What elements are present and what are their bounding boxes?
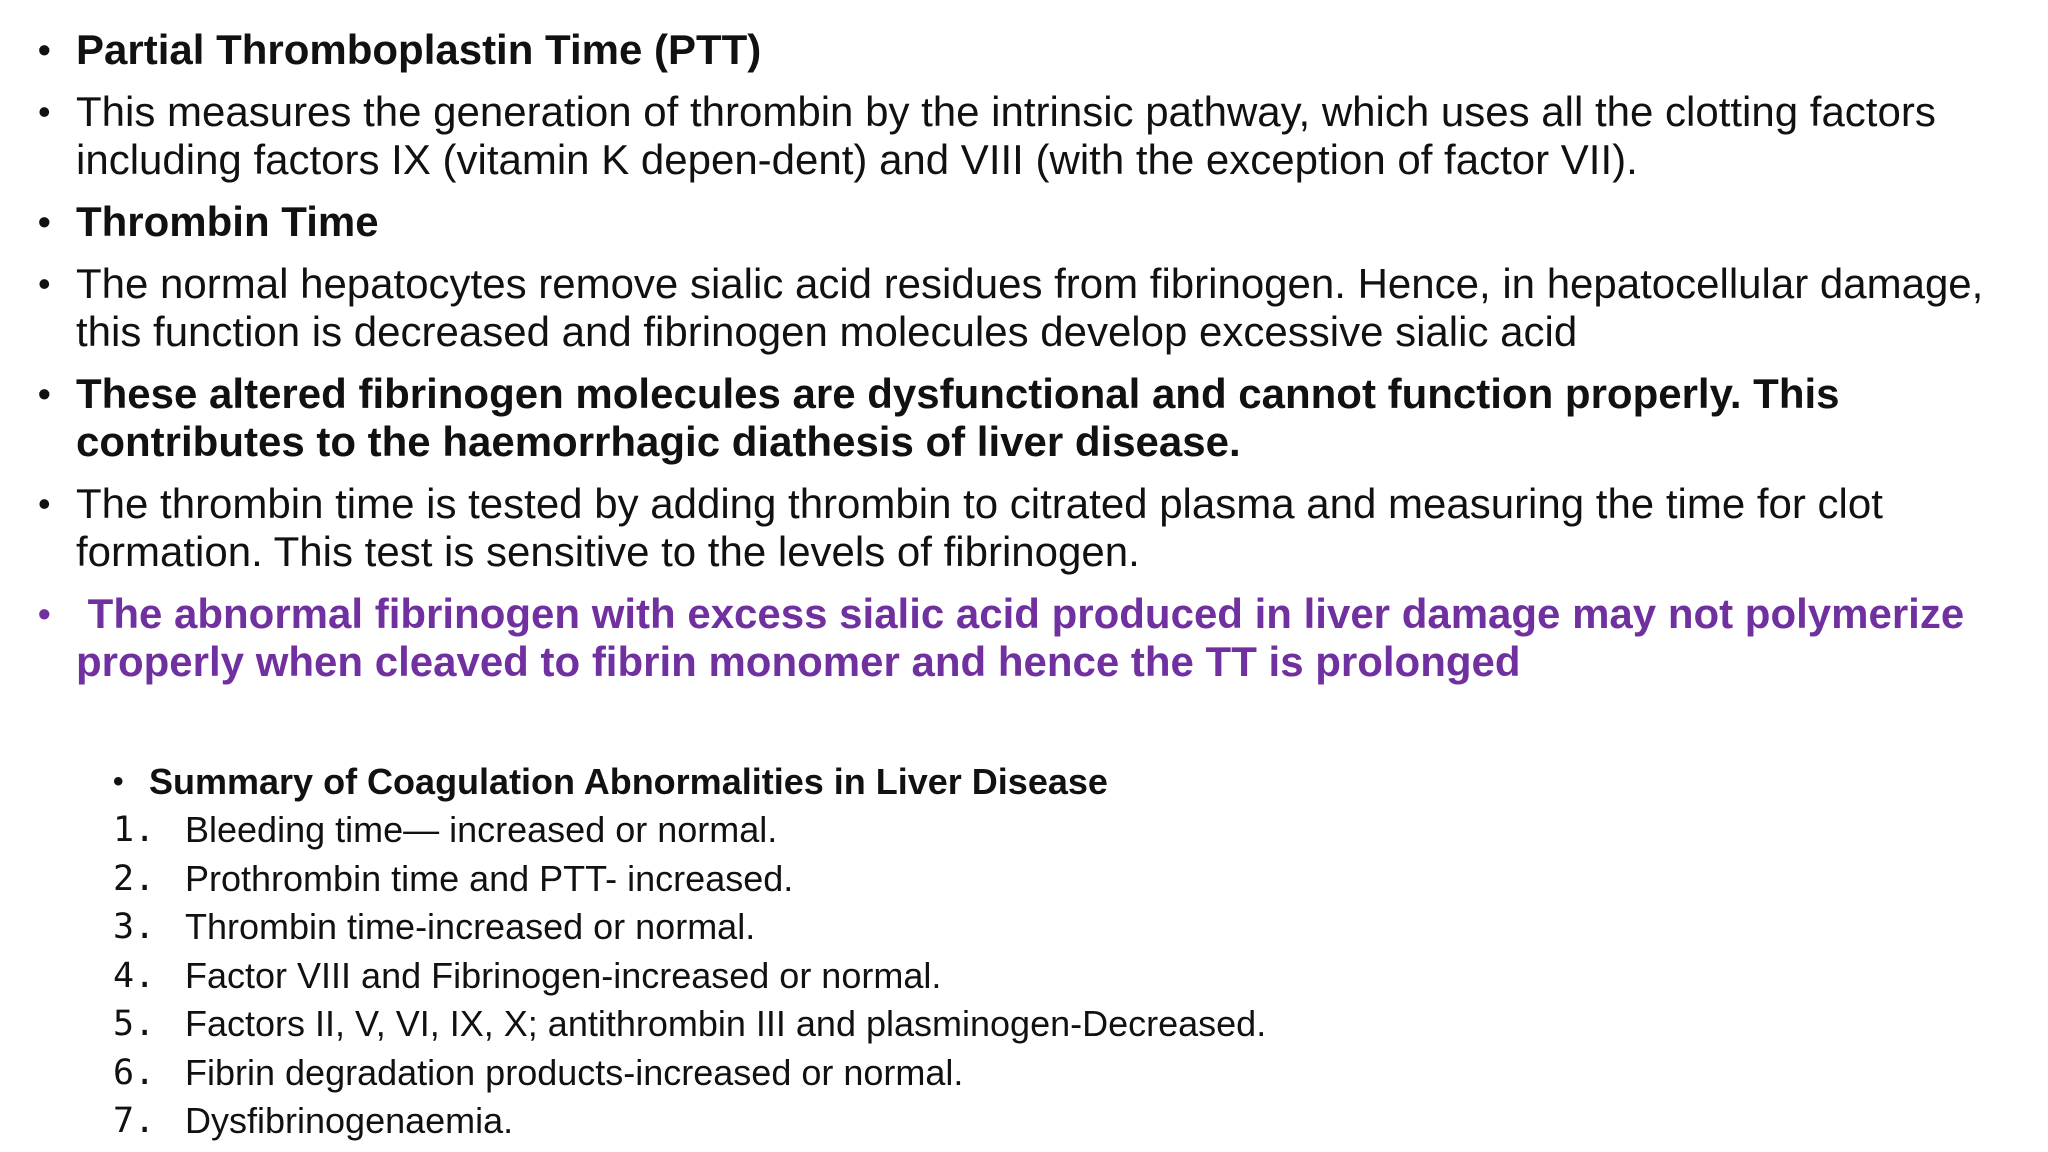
item-text: Fibrin degradation products-increased or normal. [185,1051,964,1093]
bullet-heading-ptt [38,26,2028,74]
item-number: 5. [113,1004,156,1044]
bullet-text: Partial Thromboplastin Time (PTT) [76,26,762,73]
bullet-sialic-acid [38,260,2028,356]
item-number: 3. [113,907,156,947]
bullet-dot-icon: • [38,201,51,242]
item-number: 7. [113,1101,156,1141]
bullet-text: These altered fibrinogen molecules are dysfunctional and cannot function properly. This contributes to the haemorrhagic diathesis of liver disease. [76,370,1840,465]
bullet-dysfunctional-fibrinogen [38,370,2028,466]
summary-item [113,806,1713,855]
bullet-dot-icon: • [38,29,51,70]
bullet-text: The thrombin time is tested by adding thrombin to citrated plasma and measuring the time for clot formation. This test is sensitive to the levels of fibrinogen. [76,480,1883,575]
bullet-text: This measures the generation of thrombin by the intrinsic pathway, which uses all the clotting factors including factors IX (vitamin K depen-dent) and VIII (with the exception of factor VII). [76,88,1936,183]
item-text: Factors II, V, VI, IX, X; antithrombin III and plasminogen-Decreased. [185,1003,1267,1044]
item-number: 6. [113,1052,156,1093]
item-text: Bleeding time— increased or normal. [185,809,778,850]
bullet-dot-icon: • [38,483,51,524]
summary-title-text: Summary of Coagulation Abnormalities in Liver Disease [149,761,1108,802]
summary-title [113,758,1713,806]
item-number: 4. [113,955,156,996]
summary-item [113,903,1713,952]
bullet-heading-thrombin-time [38,198,2028,246]
item-text: Prothrombin time and PTT- increased. [185,857,794,899]
bullet-dot-icon: • [38,593,51,634]
summary-item [113,952,1713,1001]
item-text: Thrombin time-increased or normal. [185,906,756,947]
item-number: 2. [113,858,156,899]
summary-item [113,1097,1713,1146]
bullet-text: The abnormal fibrinogen with excess sialic acid produced in liver damage may not polymerize properly when cleaved to fibrin monomer and hence the TT is prolonged [76,590,1976,685]
item-text: Dysfibrinogenaemia. [185,1100,514,1141]
summary-item [113,1000,1713,1049]
summary-item [113,1049,1713,1098]
item-number: 1. [113,810,156,850]
bullet-tt-prolonged [38,590,2028,686]
bullet-ptt-description [38,88,2028,184]
bullet-dot-icon: • [38,373,51,414]
summary-section [113,758,1713,1146]
summary-item [113,855,1713,904]
bullet-dot-icon: • [113,765,124,798]
bullet-dot-icon: • [38,91,51,132]
bullet-text: The normal hepatocytes remove sialic acid residues from fibrinogen. Hence, in hepatocellular damage, this function is decreased and fibrinogen molecules develop excessive sialic acid [76,260,1984,355]
bullet-dot-icon: • [38,263,51,304]
bullet-thrombin-test [38,480,2028,576]
item-text: Factor VIII and Fibrinogen-increased or normal. [185,954,942,996]
bullet-text: Thrombin Time [76,198,379,245]
bullet-list [38,26,2028,700]
